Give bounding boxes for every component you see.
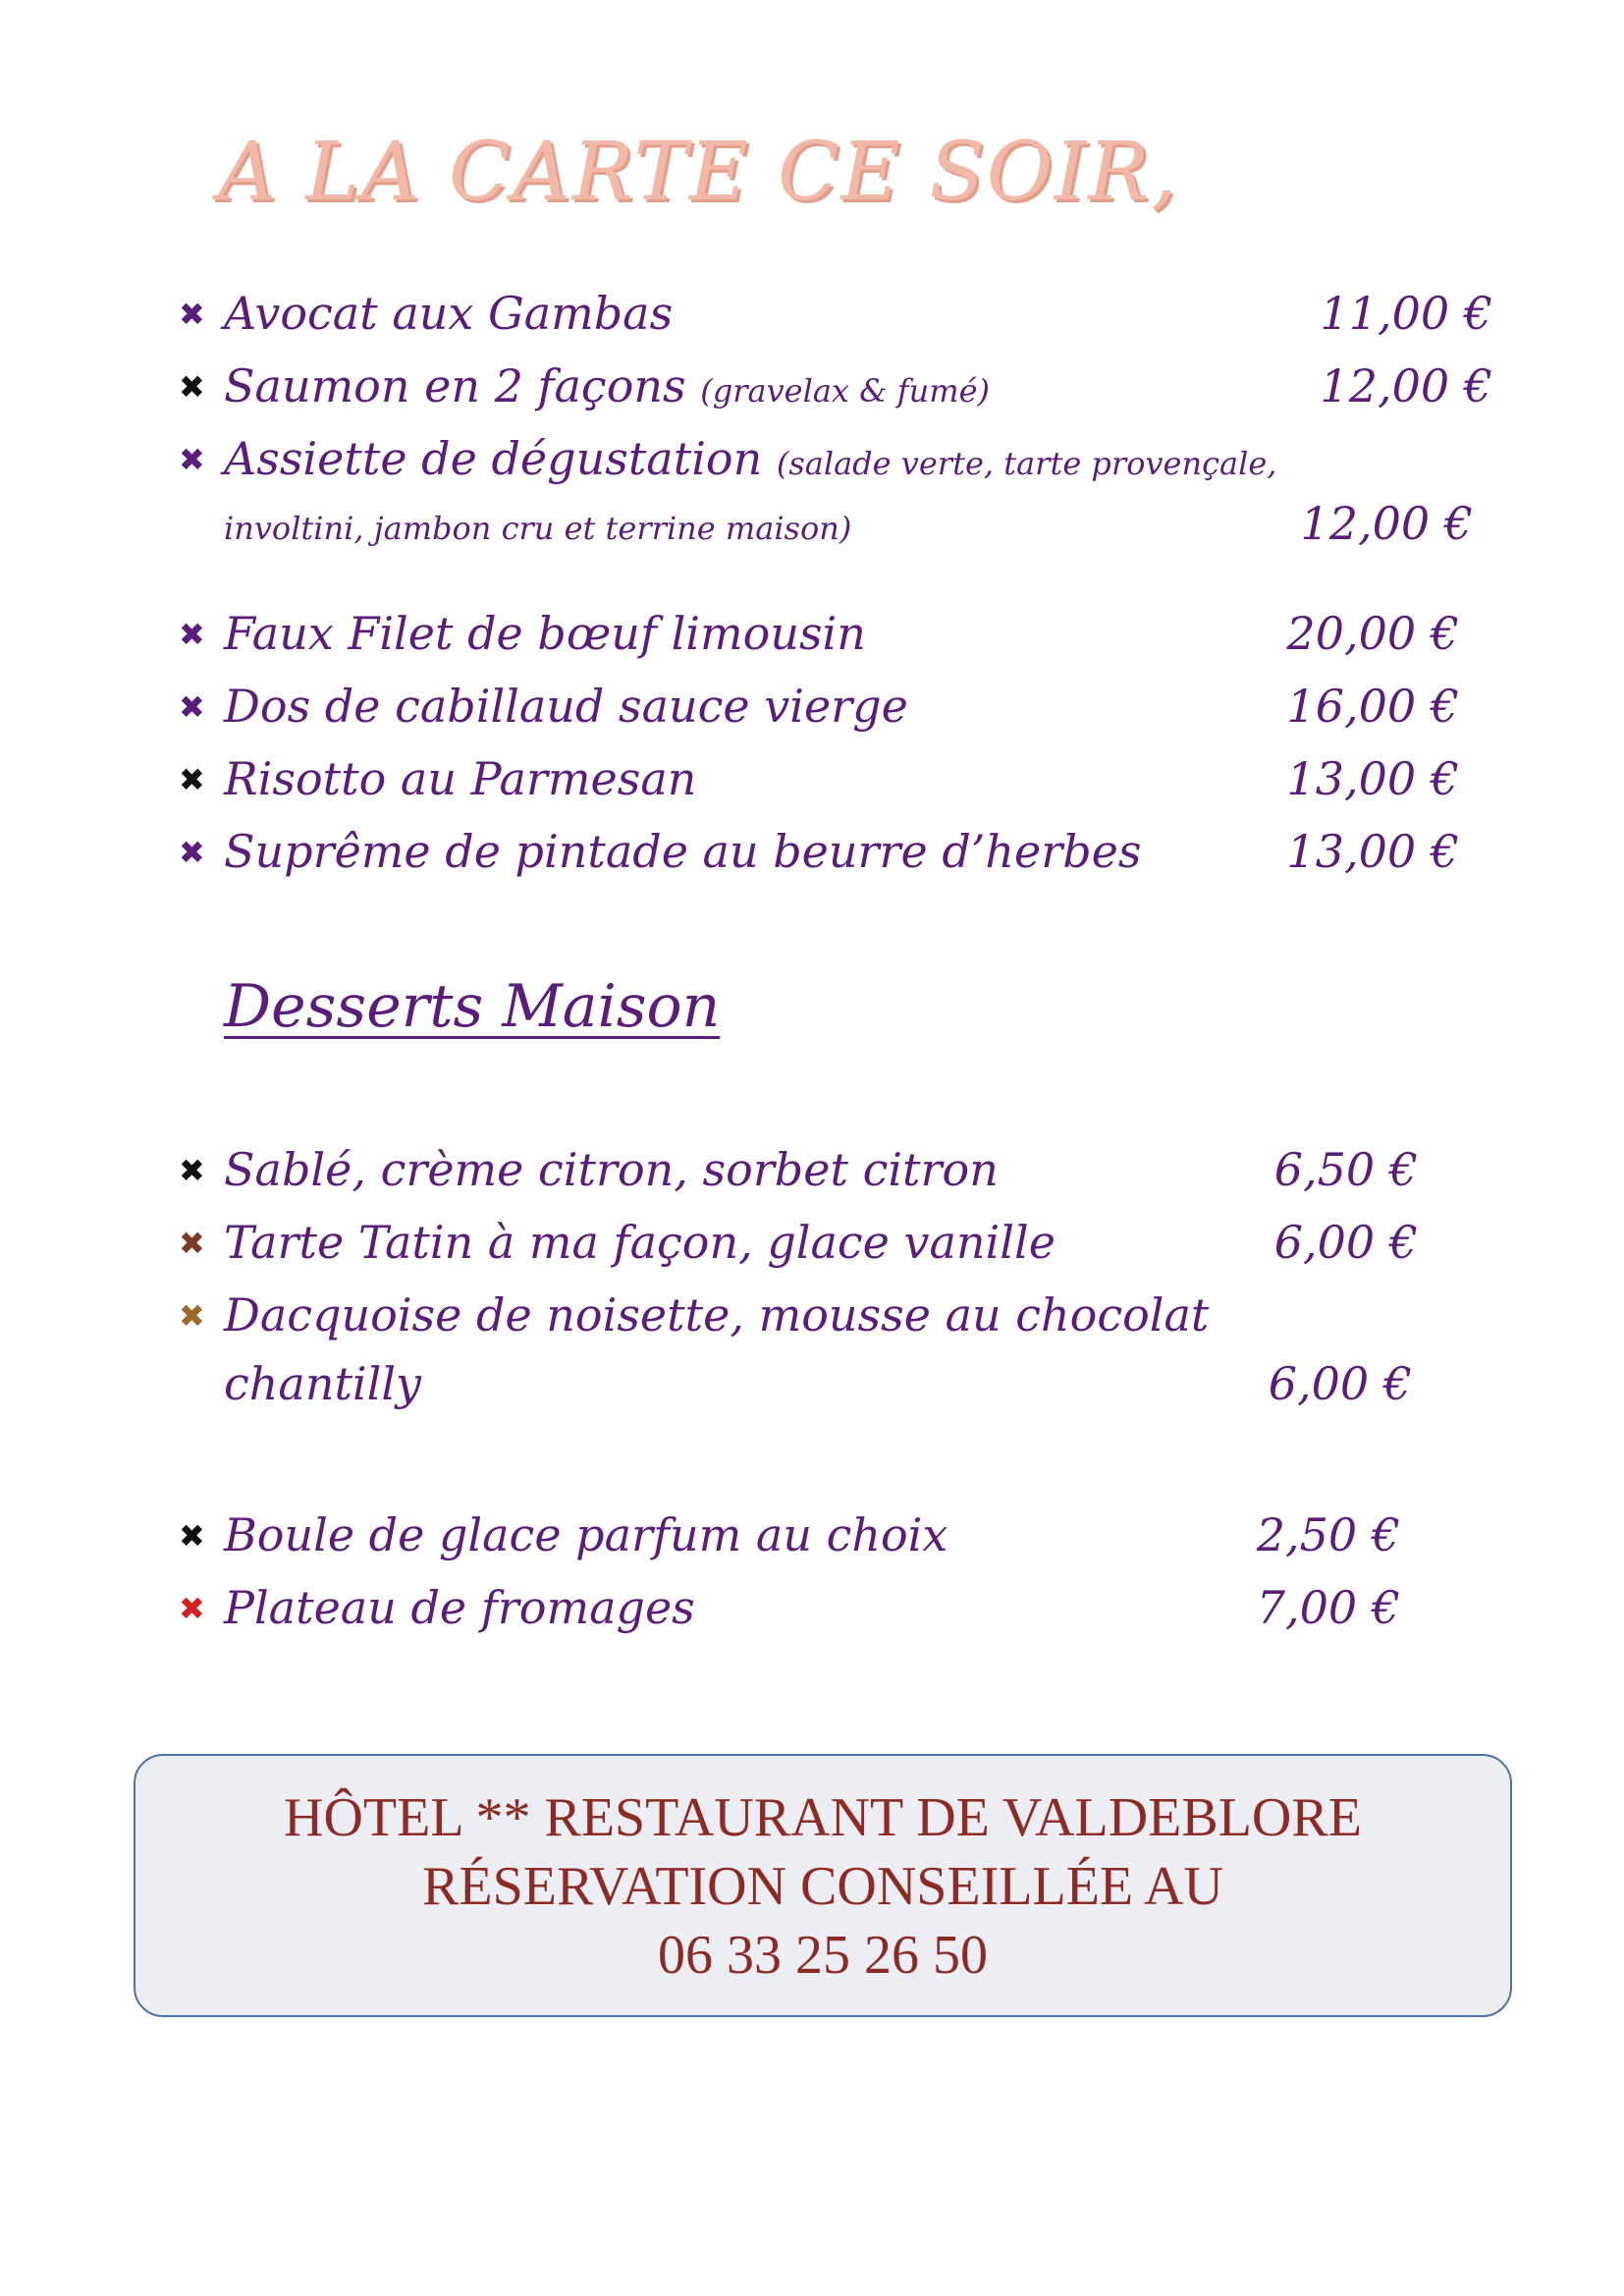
- dessert-price: 2,50 €: [1256, 1508, 1400, 1561]
- dish-price: 12,00 €: [1320, 359, 1492, 412]
- dish-name: Dos de cabillaud sauce vierge: [224, 680, 908, 733]
- menu-item: [0, 1143, 1624, 1216]
- menu-item: [0, 680, 1624, 752]
- cross-bullet-icon: ✖: [179, 834, 205, 871]
- phone-number: 06 33 25 26 50: [658, 1925, 988, 1986]
- dessert-name: Boule de glace parfum au choix: [224, 1508, 948, 1561]
- dessert-name: Dacquoise de noisette, mousse au chocolat: [224, 1288, 1210, 1341]
- dish-price: 16,00 €: [1286, 680, 1459, 733]
- dessert-price: 6,00 €: [1273, 1216, 1418, 1269]
- cross-bullet-icon: ✖: [179, 688, 205, 726]
- dessert-name: Sablé, crème citron, sorbet citron: [224, 1143, 999, 1196]
- dessert-price: 6,50 €: [1273, 1143, 1418, 1196]
- dish-price: 12,00 €: [1300, 497, 1473, 550]
- desserts-heading: Desserts Maison: [224, 972, 721, 1041]
- cross-bullet-icon: ✖: [179, 1590, 205, 1627]
- cross-bullet-icon: ✖: [179, 441, 205, 478]
- dessert-name: Tarte Tatin à ma façon, glace vanille: [224, 1216, 1056, 1269]
- menu-item: [0, 1288, 1624, 1430]
- dish-name: [224, 432, 1277, 485]
- hotel-name: HÔTEL ** RESTAURANT DE VALDEBLORE: [284, 1787, 1362, 1848]
- dish-name: Suprême de pintade au beurre d’herbes: [224, 825, 1142, 878]
- dish-price: 11,00 €: [1320, 287, 1492, 340]
- menu-item: [0, 825, 1624, 898]
- menu-item: [0, 432, 1624, 564]
- cross-bullet-icon: ✖: [179, 1517, 205, 1555]
- menu-item: [0, 287, 1624, 359]
- dish-name: [224, 359, 991, 412]
- reservation-note: RÉSERVATION CONSEILLÉE AU: [422, 1856, 1223, 1917]
- menu-item: [0, 1581, 1624, 1654]
- menu-item: [0, 1216, 1624, 1288]
- cross-bullet-icon: ✖: [179, 616, 205, 653]
- cross-bullet-icon: ✖: [179, 1152, 205, 1189]
- menu-item: [0, 359, 1624, 432]
- dish-name: Avocat aux Gambas: [224, 287, 674, 340]
- dish-name-text: Saumon en 2 façons: [224, 359, 701, 412]
- dish-note-continuation: involtini, jambon cru et terrine maison): [224, 510, 852, 547]
- dessert-price: 7,00 €: [1256, 1581, 1400, 1634]
- cross-bullet-icon: ✖: [179, 1225, 205, 1262]
- cross-bullet-icon: ✖: [179, 368, 205, 406]
- cross-bullet-icon: ✖: [179, 1297, 205, 1335]
- dish-name: Risotto au Parmesan: [224, 752, 697, 805]
- dish-name: Faux Filet de bœuf limousin: [224, 607, 866, 660]
- dish-price: 13,00 €: [1286, 825, 1459, 878]
- menu-title: A LA CARTE CE SOIR,: [218, 126, 1179, 219]
- cross-bullet-icon: ✖: [179, 296, 205, 333]
- dish-price: 13,00 €: [1286, 752, 1459, 805]
- dish-name-text: Assiette de dégustation: [224, 432, 777, 485]
- dessert-name-continuation: chantilly: [224, 1357, 422, 1410]
- reservation-box: [134, 1754, 1512, 2017]
- dish-price: 20,00 €: [1286, 607, 1459, 660]
- dish-note: (gravelax & fumé): [700, 372, 991, 410]
- menu-item: [0, 752, 1624, 825]
- menu-item: [0, 607, 1624, 680]
- cross-bullet-icon: ✖: [179, 761, 205, 798]
- dessert-name: Plateau de fromages: [224, 1581, 695, 1634]
- dish-note: (salade verte, tarte provençale,: [776, 445, 1277, 482]
- dessert-price: 6,00 €: [1268, 1357, 1412, 1410]
- menu-item: [0, 1508, 1624, 1581]
